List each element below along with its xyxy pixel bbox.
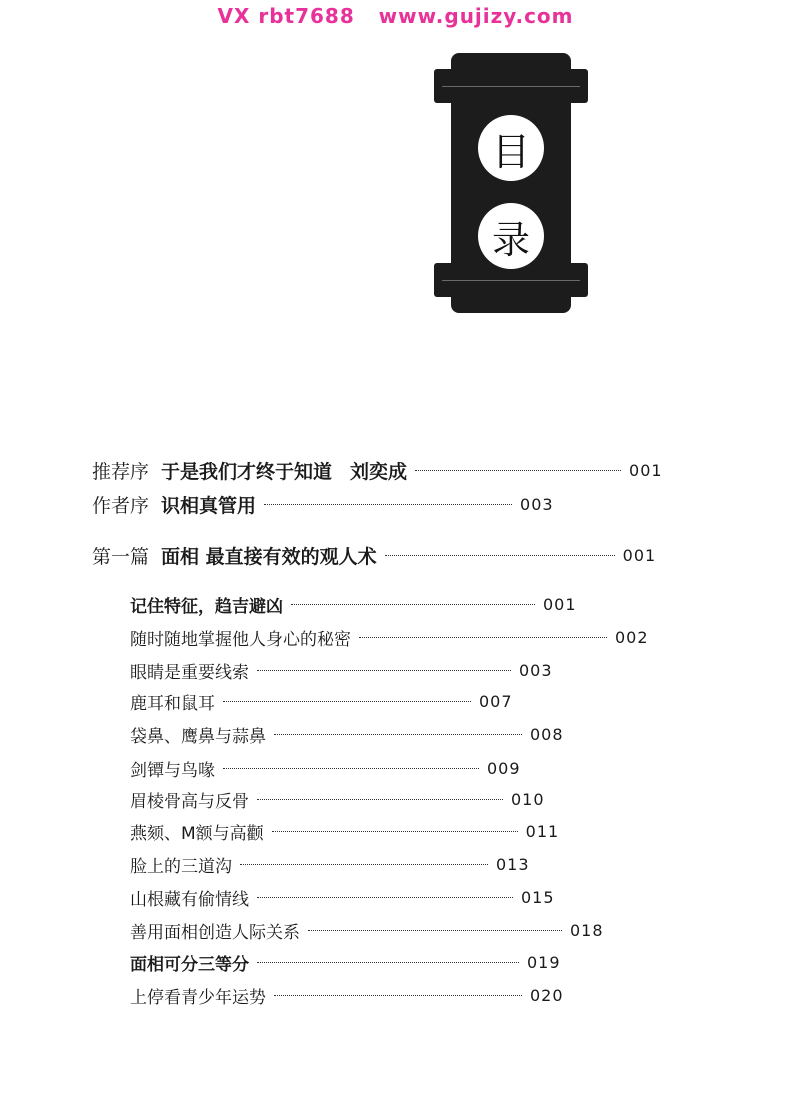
subentry-title: 脸上的三道沟: [130, 857, 232, 877]
toc-subentry[interactable]: [130, 852, 530, 877]
dot-leader: [257, 799, 503, 800]
subentry-title: 面相可分三等分: [130, 955, 249, 975]
subentry-title: 随时随地掌握他人身心的秘密: [130, 630, 351, 650]
dot-leader: [274, 995, 522, 996]
toc-entry-part-one[interactable]: [92, 542, 656, 569]
toc-subentry[interactable]: [130, 819, 559, 844]
subentry-page: 003: [519, 661, 553, 680]
subentry-title: 袋鼻、鹰鼻与蒜鼻: [130, 727, 266, 747]
subentry-page: 009: [487, 759, 521, 778]
toc-subentry[interactable]: [130, 756, 521, 781]
subentry-page: 011: [525, 822, 560, 841]
toc-title-plaque: [434, 53, 588, 313]
subentry-page: 008: [530, 725, 564, 744]
subentry-page: 019: [527, 953, 561, 972]
entry-prefix: 第一篇: [92, 546, 150, 568]
subentry-title: 鹿耳和鼠耳: [130, 694, 215, 714]
subentry-page: 013: [496, 855, 530, 874]
entry-page: 001: [629, 461, 663, 480]
subentry-title: 记住特征，趋吉避凶: [130, 597, 283, 617]
entry-title: 识相真管用: [161, 495, 257, 517]
dot-leader: [240, 864, 488, 865]
subentry-title: 上停看青少年运势: [130, 988, 266, 1008]
entry-title: 于是我们才终于知道: [161, 461, 333, 483]
subentry-title: 善用面相创造人际关系: [130, 923, 300, 943]
toc-subentry[interactable]: [130, 787, 545, 812]
subentry-page: 002: [615, 628, 649, 647]
plaque-char-mu: 目: [478, 115, 544, 181]
toc-subentry[interactable]: [130, 625, 649, 650]
toc-subentry[interactable]: [130, 722, 564, 747]
toc-subentry[interactable]: [130, 983, 564, 1008]
entry-title: 面相 最直接有效的观人术: [161, 546, 377, 568]
toc-entry-preface-recommend[interactable]: [92, 457, 663, 484]
dot-leader: [223, 701, 471, 702]
toc-subentry[interactable]: [130, 885, 555, 910]
dot-leader: [359, 637, 607, 638]
plaque-body: [451, 53, 571, 313]
dot-leader: [257, 962, 519, 963]
plaque-top-line: [442, 86, 580, 87]
subentry-title: 燕颏、M额与高颧: [130, 824, 264, 844]
entry-page: 001: [622, 546, 657, 565]
dot-leader: [291, 604, 535, 605]
dot-leader: [257, 670, 511, 671]
entry-prefix: 推荐序: [92, 461, 150, 483]
dot-leader: [385, 555, 615, 556]
toc-subentry[interactable]: [130, 950, 561, 975]
dot-leader: [272, 831, 518, 832]
dot-leader: [274, 734, 522, 735]
entry-prefix: 作者序: [92, 495, 150, 517]
entry-author: 刘奕成: [350, 461, 408, 483]
watermark-text: VX rbt7688 www.gujizy.com: [217, 4, 574, 28]
subentry-page: 007: [479, 692, 513, 711]
subentry-page: 020: [530, 986, 564, 1005]
toc-subentry[interactable]: [130, 658, 553, 683]
dot-leader: [308, 930, 562, 931]
subentry-title: 剑镡与鸟喙: [130, 761, 215, 781]
plaque-bottom-line: [442, 280, 580, 281]
dot-leader: [264, 504, 512, 505]
toc-subentry[interactable]: [130, 689, 513, 714]
subentry-title: 眼睛是重要线索: [130, 663, 249, 683]
subentry-title: 眉棱骨高与反骨: [130, 792, 249, 812]
plaque-char-lu: 录: [478, 203, 544, 269]
toc-subentry[interactable]: [130, 592, 577, 617]
entry-page: 003: [520, 495, 554, 514]
dot-leader: [257, 897, 513, 898]
subentry-page: 018: [570, 921, 604, 940]
subentry-page: 001: [543, 595, 577, 614]
subentry-page: 015: [521, 888, 555, 907]
dot-leader: [415, 470, 621, 471]
toc-subentry[interactable]: [130, 918, 604, 943]
subentry-title: 山根藏有偷情线: [130, 890, 249, 910]
dot-leader: [223, 768, 479, 769]
toc-entry-preface-author[interactable]: [92, 491, 554, 518]
subentry-page: 010: [511, 790, 545, 809]
